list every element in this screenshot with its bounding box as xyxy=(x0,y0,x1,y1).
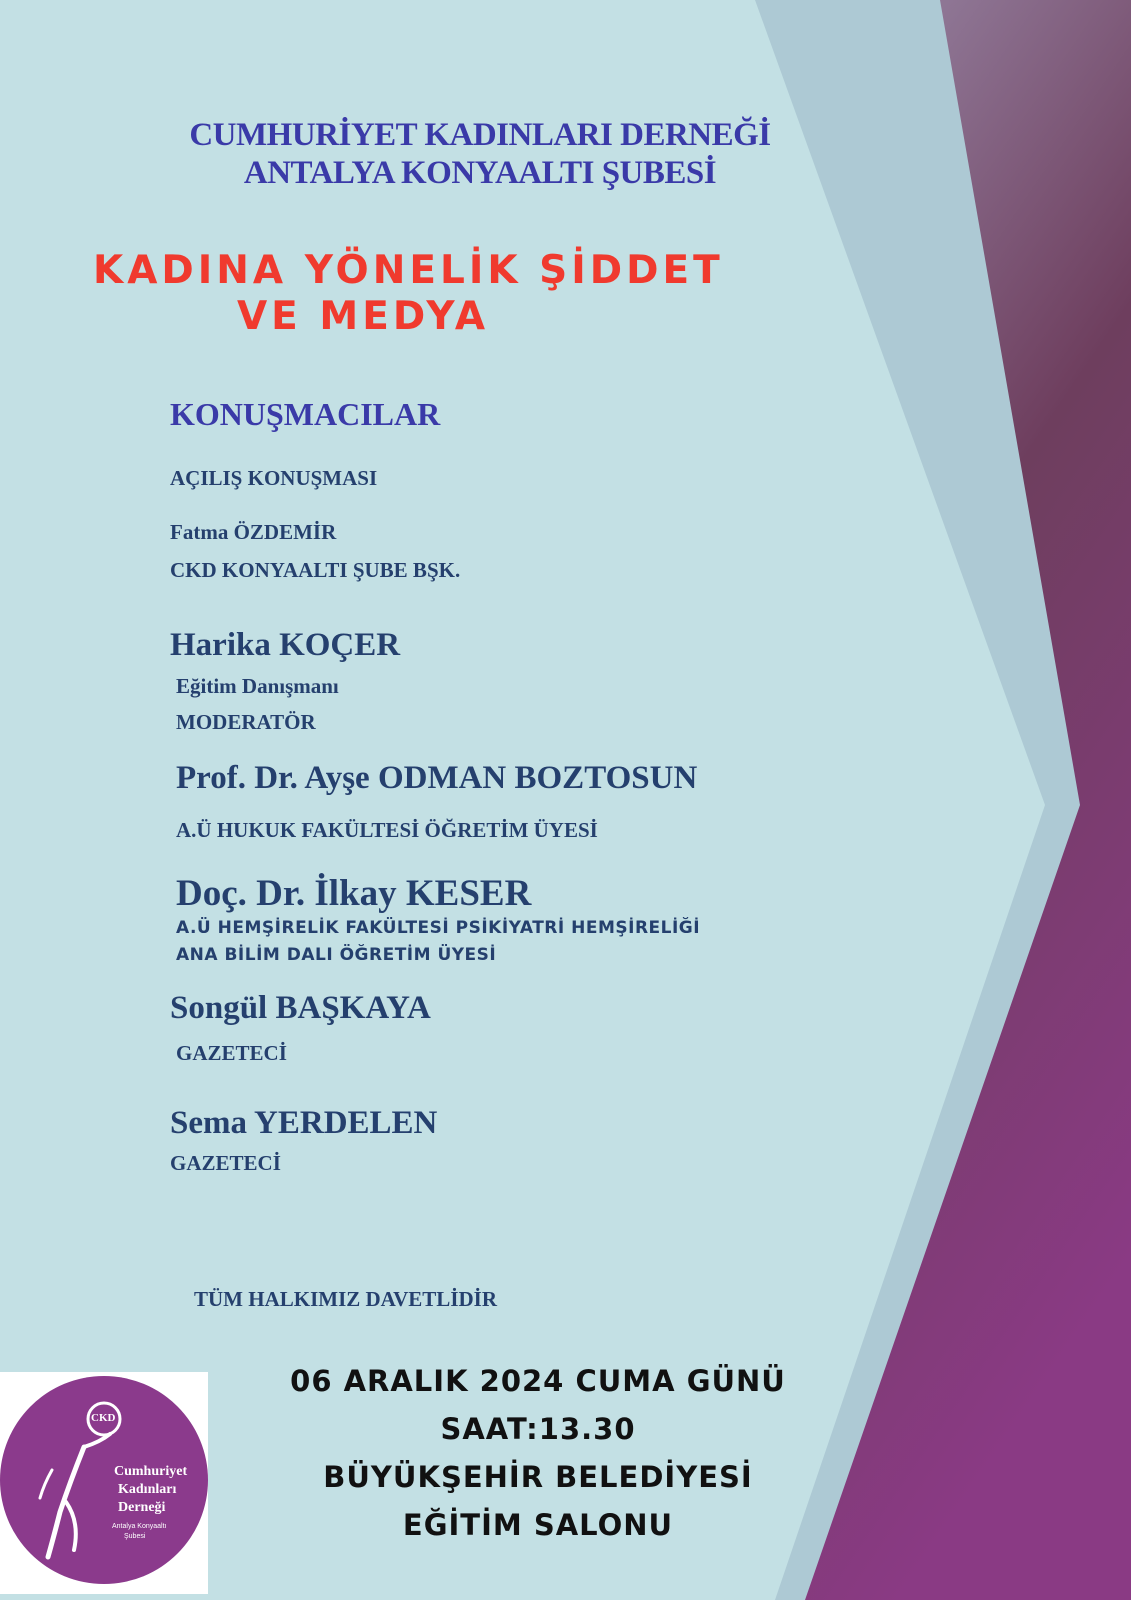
logo-line-1: Cumhuriyet xyxy=(114,1464,188,1479)
event-title-line-2: VE MEDYA xyxy=(237,294,490,339)
event-details xyxy=(238,1357,838,1549)
speaker-1-role-2: MODERATÖR xyxy=(176,710,316,734)
logo-line-3: Derneği xyxy=(118,1500,166,1515)
speakers-heading: KONUŞMACILAR xyxy=(170,396,441,432)
opening-speaker-name: Fatma ÖZDEMİR xyxy=(170,520,337,544)
logo-line-5: Şubesi xyxy=(124,1533,146,1540)
speaker-5-role: GAZETECİ xyxy=(170,1151,281,1175)
invitation-text: TÜM HALKIMIZ DAVETLİDİR xyxy=(194,1287,497,1311)
speaker-4-name: Songül BAŞKAYA xyxy=(170,990,431,1026)
org-line-1: CUMHURİYET KADINLARI DERNEĞİ xyxy=(189,117,771,153)
organization-name xyxy=(170,116,790,192)
speaker-3-name: Doç. Dr. İlkay KESER xyxy=(176,873,532,914)
speaker-4-role: GAZETECİ xyxy=(176,1041,287,1065)
logo-line-4: Antalya Konyaaltı xyxy=(112,1523,167,1530)
opening-speaker-role: CKD KONYAALTI ŞUBE BŞK. xyxy=(170,558,461,582)
speaker-2-name: Prof. Dr. Ayşe ODMAN BOZTOSUN xyxy=(176,760,698,796)
logo-emblem-icon xyxy=(0,1372,208,1594)
logo-line-2: Kadınları xyxy=(118,1482,177,1497)
speaker-1-name: Harika KOÇER xyxy=(170,627,401,663)
event-time: SAAT:13.30 xyxy=(440,1412,636,1446)
event-venue-line-2: EĞİTİM SALONU xyxy=(402,1508,674,1542)
speaker-1-role: Eğitim Danışmanı xyxy=(176,674,339,698)
event-title-line-1: KADINA YÖNELİK ŞİDDET xyxy=(93,248,724,293)
logo-emblem-text: CKD xyxy=(91,1412,116,1424)
event-date: 06 ARALIK 2024 CUMA GÜNÜ xyxy=(290,1364,786,1398)
speaker-3-role: A.Ü HEMŞİRELİK FAKÜLTESİ PSİKİYATRİ HEMŞİRELİĞİ xyxy=(176,918,701,938)
speaker-3-role-2: ANA BİLİM DALI ÖĞRETİM ÜYESİ xyxy=(176,945,497,965)
association-logo xyxy=(0,1372,208,1594)
opening-speech-label: AÇILIŞ KONUŞMASI xyxy=(170,466,378,490)
speaker-5-name: Sema YERDELEN xyxy=(170,1105,438,1141)
event-venue-line-1: BÜYÜKŞEHİR BELEDİYESİ xyxy=(323,1460,753,1494)
org-line-2: ANTALYA KONYAALTI ŞUBESİ xyxy=(243,155,717,191)
speaker-2-role: A.Ü HUKUK FAKÜLTESİ ÖĞRETİM ÜYESİ xyxy=(176,818,598,842)
